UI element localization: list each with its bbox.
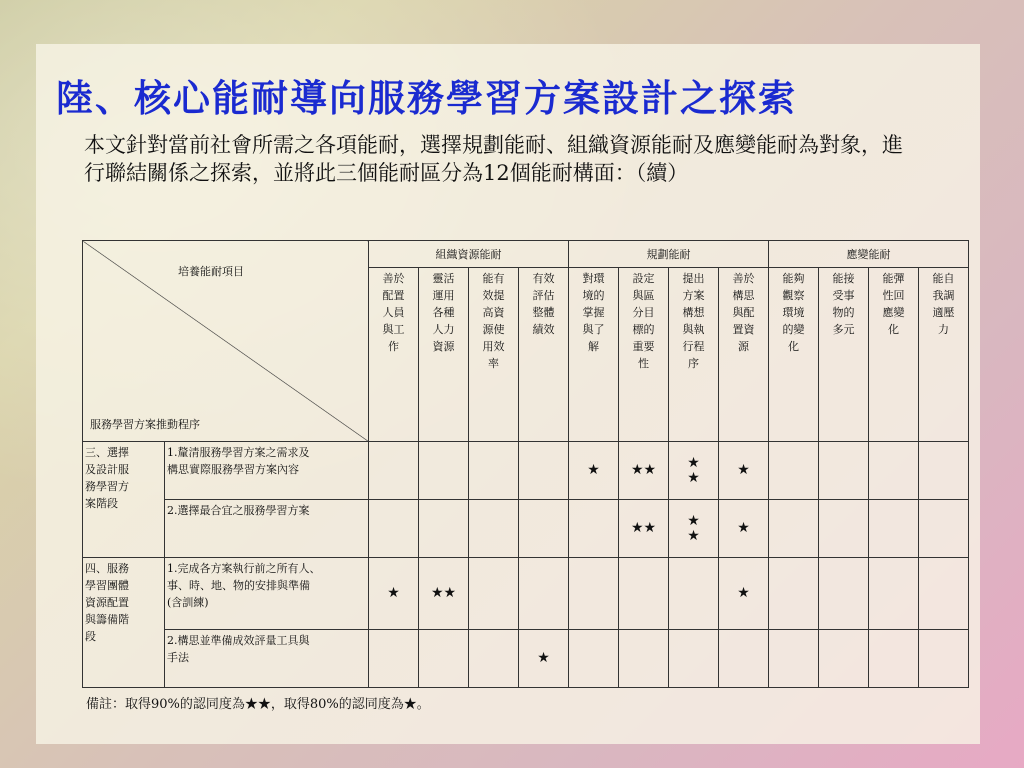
stage-text-line: 四、服務 (85, 562, 129, 575)
rating-cell (569, 442, 619, 500)
stage-text-line: 三、選擇 (85, 446, 129, 459)
table-row (83, 442, 969, 500)
star-rating: ★ (687, 454, 700, 471)
rating-cell (519, 630, 569, 688)
stage-text-line: 與籌備階 (85, 613, 129, 626)
competency-text-line: 環境 (782, 306, 805, 319)
competency-header-6 (619, 268, 669, 442)
competency-text-line: 力 (938, 323, 949, 336)
step-text-line: 2.選擇最合宜之服務學習方案 (167, 504, 310, 517)
rating-cell (769, 442, 819, 500)
step-text-line: 1.釐清服務學習方案之需求及 (167, 446, 310, 459)
competency-text-line: 對環 (582, 272, 605, 285)
competency-header-7 (669, 268, 719, 442)
diagonal-header-cell (83, 241, 369, 442)
competency-text-line: 標的 (632, 323, 655, 336)
competency-text-line: 源 (738, 340, 749, 353)
intro-paragraph: 本文針對當前社會所需之各項能耐，選擇規劃能耐、組織資源能耐及應變能耐為對象，進行聯結關係之探索，並將此三個能耐區分為12個能耐構面：（續） (84, 133, 903, 185)
competency-text-line: 效提 (482, 289, 505, 302)
stage-text-line: 案階段 (85, 497, 118, 510)
rating-cell (619, 558, 669, 630)
stage-text-line: 及設計服 (85, 463, 129, 476)
star-rating: ★ (737, 462, 750, 478)
star-rating: ★★ (630, 462, 657, 478)
competency-text-line: 設定 (632, 272, 655, 285)
competency-text-line: 觀察 (782, 289, 805, 302)
competency-text-line: 受事 (832, 289, 855, 302)
competency-text-line: 化 (888, 323, 899, 336)
competency-text-line: 構想 (682, 306, 705, 319)
competency-text-line: 構思 (732, 289, 755, 302)
competency-text-line: 解 (588, 340, 599, 353)
competency-header-10 (819, 268, 869, 442)
star-rating: ★ (537, 650, 550, 666)
competency-text-line: 置資 (732, 323, 755, 336)
competency-text-line: 物的 (832, 306, 855, 319)
rating-cell (519, 442, 569, 500)
step-text-line: 1.完成各方案執行前之所有人、 (167, 562, 321, 575)
rating-cell (819, 442, 869, 500)
stage-text-line: 學習團體 (85, 579, 129, 592)
competency-text-line: 序 (688, 357, 699, 370)
rating-cell (419, 500, 469, 558)
rating-cell (469, 558, 519, 630)
competency-text-line: 各種 (432, 306, 455, 319)
rating-cell (669, 558, 719, 630)
competency-text-line: 與了 (582, 323, 605, 336)
rating-cell (569, 630, 619, 688)
competency-text-line: 資源 (432, 340, 455, 353)
star-rating: ★ (387, 585, 400, 601)
step-cell (165, 630, 369, 688)
competency-text-line: 能有 (482, 272, 505, 285)
rating-cell (719, 558, 769, 630)
footnote: 備註：取得90%的認同度為★★，取得80%的認同度為★。 (86, 697, 430, 712)
competency-text-line: 高資 (482, 306, 505, 319)
rating-cell (719, 630, 769, 688)
competency-header-12 (919, 268, 969, 442)
rating-cell (519, 558, 569, 630)
step-text-line: (含訓練) (167, 596, 209, 609)
competency-header-1 (369, 268, 419, 442)
competency-text-line: 分目 (632, 306, 655, 319)
rating-cell (469, 630, 519, 688)
competency-text-line: 應變 (882, 306, 905, 319)
competency-text-line: 配置 (382, 289, 405, 302)
star-rating: ★ (687, 512, 700, 529)
competency-text-line: 重要 (632, 340, 655, 353)
rating-cell (669, 442, 719, 500)
competency-text-line: 與區 (632, 289, 655, 302)
rating-cell (619, 630, 669, 688)
rating-cell (519, 500, 569, 558)
competency-text-line: 能接 (832, 272, 855, 285)
star-rating: ★ (737, 520, 750, 536)
rating-cell (769, 558, 819, 630)
competency-text-line: 性 (638, 357, 649, 370)
rating-cell (619, 442, 669, 500)
competency-text-line: 化 (788, 340, 799, 353)
rating-cell (669, 630, 719, 688)
competency-text-line: 用效 (482, 340, 505, 353)
rating-cell (469, 500, 519, 558)
competency-text-line: 與配 (732, 306, 755, 319)
group-header-resource: 組織資源能耐 (369, 241, 569, 268)
rating-cell (919, 442, 969, 500)
star-rating: ★ (687, 527, 700, 544)
competency-header-4 (519, 268, 569, 442)
rating-cell (669, 500, 719, 558)
stage-text-line: 資源配置 (85, 596, 129, 609)
rating-cell (469, 442, 519, 500)
competency-text-line: 性回 (882, 289, 905, 302)
table-row (83, 558, 969, 630)
rating-cell (369, 630, 419, 688)
rating-cell (569, 558, 619, 630)
rating-cell (369, 442, 419, 500)
star-rating: ★ (737, 585, 750, 601)
rating-cell (369, 500, 419, 558)
star-rating: ★ (687, 469, 700, 486)
competency-text-line: 與執 (682, 323, 705, 336)
rating-cell (869, 558, 919, 630)
competency-header-8 (719, 268, 769, 442)
competency-text-line: 掌握 (582, 306, 605, 319)
competency-text-line: 靈活 (432, 272, 455, 285)
competency-text-line: 源使 (482, 323, 505, 336)
program-procedure-label: 服務學習方案推動程序 (90, 418, 200, 431)
competency-header-9 (769, 268, 819, 442)
competency-text-line: 方案 (682, 289, 705, 302)
rating-cell (869, 630, 919, 688)
competency-text-line: 能自 (932, 272, 955, 285)
competency-header-2 (419, 268, 469, 442)
table-row (83, 500, 969, 558)
competency-text-line: 我調 (932, 289, 955, 302)
rating-cell (419, 558, 469, 630)
competency-text-line: 運用 (432, 289, 455, 302)
competency-text-line: 多元 (832, 323, 855, 336)
competency-text-line: 的變 (782, 323, 805, 336)
competency-text-line: 與工 (382, 323, 405, 336)
competency-text-line: 善於 (732, 272, 755, 285)
stage-text-line: 務學習方 (85, 480, 129, 493)
competency-text-line: 能夠 (782, 272, 805, 285)
rating-cell (719, 442, 769, 500)
rating-cell (819, 558, 869, 630)
competency-text-line: 績效 (532, 323, 555, 336)
rating-cell (569, 500, 619, 558)
rating-cell (869, 500, 919, 558)
star-rating: ★ (587, 462, 600, 478)
competency-items-label: 培養能耐項目 (178, 265, 244, 278)
stage-text-line: 段 (85, 630, 96, 643)
step-text-line: 手法 (167, 651, 189, 664)
rating-cell (769, 500, 819, 558)
group-header-planning: 規劃能耐 (569, 241, 769, 268)
stage-cell (83, 442, 165, 558)
competency-header-11 (869, 268, 919, 442)
rating-cell (919, 500, 969, 558)
step-cell (165, 558, 369, 630)
competency-text-line: 善於 (382, 272, 405, 285)
rating-cell (719, 500, 769, 558)
competency-text-line: 能彈 (882, 272, 905, 285)
competency-text-line: 適壓 (932, 306, 955, 319)
rating-cell (919, 630, 969, 688)
competency-header-3 (469, 268, 519, 442)
competency-text-line: 作 (388, 340, 399, 353)
step-text-line: 事、時、地、物的安排與準備 (167, 579, 310, 592)
slide-title: 陸、核心能耐導向服務學習方案設計之探索 (56, 76, 797, 120)
stage-cell (83, 558, 165, 688)
competency-text-line: 行程 (682, 340, 705, 353)
rating-cell (769, 630, 819, 688)
group-header-adaptive: 應變能耐 (769, 241, 969, 268)
competency-text-line: 整體 (532, 306, 555, 319)
star-rating: ★★ (430, 585, 457, 601)
rating-cell (419, 442, 469, 500)
competency-text-line: 人力 (432, 323, 455, 336)
competency-text-line: 境的 (582, 289, 605, 302)
rating-cell (619, 500, 669, 558)
competency-table (82, 240, 969, 688)
star-rating: ★★ (630, 520, 657, 536)
step-text-line: 構思實際服務學習方案內容 (167, 463, 299, 476)
competency-text-line: 率 (488, 357, 499, 370)
competency-text-line: 提出 (682, 272, 705, 285)
step-cell (165, 500, 369, 558)
rating-cell (369, 558, 419, 630)
rating-cell (919, 558, 969, 630)
competency-text-line: 有效 (532, 272, 555, 285)
rating-cell (819, 500, 869, 558)
competency-header-5 (569, 268, 619, 442)
step-cell (165, 442, 369, 500)
competency-text-line: 評估 (532, 289, 555, 302)
step-text-line: 2.構思並準備成效評量工具與 (167, 634, 310, 647)
table-row (83, 630, 969, 688)
rating-cell (819, 630, 869, 688)
competency-text-line: 人員 (382, 306, 405, 319)
rating-cell (419, 630, 469, 688)
rating-cell (869, 442, 919, 500)
